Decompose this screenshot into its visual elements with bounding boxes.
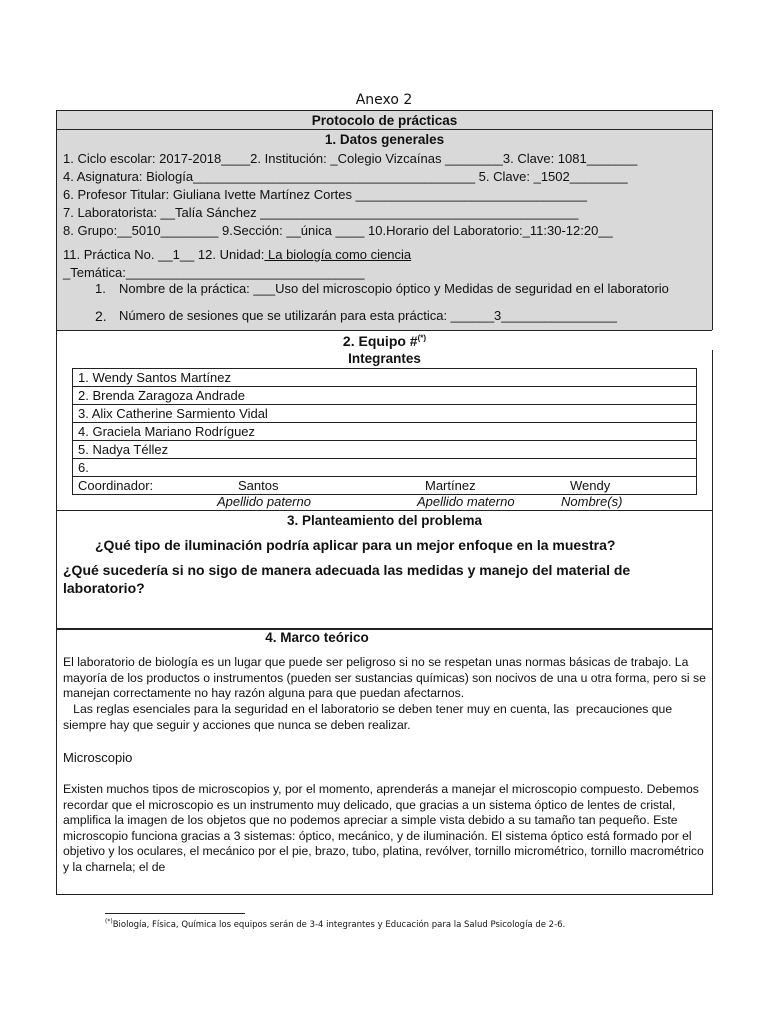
datos-line-1: 1. Ciclo escolar: 2017-2018____2. Institución: _Colegio Vizcaínas ________3. Clave: 1081_______ (63, 151, 638, 166)
footnote-mark: (*) (105, 918, 113, 925)
table-row: 5. Nadya Téllez (73, 441, 696, 459)
integrantes-heading: Integrantes (348, 351, 421, 366)
sesiones-number: 2. (95, 308, 107, 324)
datos-line-3: 6. Profesor Titular: Giuliana Ivette Martínez Cortes ________________________________ (63, 187, 587, 202)
marco-paragraph-3: Existen muchos tipos de microscopios y, por el momento, aprenderás a manejar el microscopio compuesto. Debemos recordar que el microscopio es un instrumento muy delicado, que gracias a un sistema óptico de lentes de cristal, amplifica la imagen de los objetos que no podemos apreciar a simple vista debido a su tamaño tan pequeño. Este microscopio funciona gracias a 3 sistemas: óptico, mecánico, y de iluminación. El sistema óptico está formado por el objetivo y los oculares, el mecánico por el pie, brazo, tubo, platina, revólver, tornillo micrométrico, tornillo macrométrico y la charnela; el de (63, 782, 704, 874)
footnote-ref: (*) (417, 333, 427, 343)
coordinator-nombre: Wendy (570, 478, 611, 493)
nombre-practica-number: 1. (95, 281, 106, 296)
section-datos-generales (56, 129, 713, 331)
nombre-practica: Nombre de la práctica: ___Uso del microscopio óptico y Medidas de seguridad en el laboratorio (119, 281, 669, 296)
table-row: 6. (73, 459, 696, 477)
footnote-divider (105, 913, 245, 914)
coordinator-label: Coordinador: (78, 478, 154, 493)
datos-line-2: 4. Asignatura: Biología_______________________________________ 5. Clave: _1502________ (63, 169, 628, 184)
coordinator-row (73, 477, 696, 495)
practica-unidad: 11. Práctica No. __1__ 12. Unidad: (63, 247, 265, 262)
section4-heading: 4. Marco teórico (265, 630, 369, 645)
table-row: 4. Graciela Mariano Rodríguez (73, 423, 696, 441)
datos-line-4: 7. Laboratorista: __Talía Sánchez ____________________________________________ (63, 205, 579, 220)
table-row: 2. Brenda Zaragoza Andrade (73, 387, 696, 405)
sesiones: Número de sesiones que se utilizarán para esta práctica: ______3________________ (119, 308, 617, 323)
tematica-line: _Temática:_________________________________ (63, 265, 365, 280)
datos-line-5: 8. Grupo:__5010________ 9.Sección: __única ____ 10.Horario del Laboratorio:_11:30-12:20__ (63, 223, 613, 238)
datos-line-11 (63, 246, 411, 264)
marco-paragraph-1: El laboratorio de biología es un lugar que puede ser peligroso si no se respetan unas normas básicas de trabajo. La mayoría de los productos o instrumentos (pueden ser sustancias químicas) son nocivos de una u otra forma, pero si se manejan correctamente no hay razón alguna para que puedan afectarnos. (63, 655, 706, 701)
section-planteamiento (56, 510, 713, 630)
label-apellido-paterno: Apellido paterno (217, 494, 311, 509)
section1-heading: 1. Datos generales (324, 132, 445, 147)
annex-label: Anexo 2 (355, 92, 413, 108)
table-row: 1. Wendy Santos Martínez (73, 369, 696, 387)
section2-heading: 2. Equipo #(*) (342, 333, 427, 349)
footnote (105, 918, 565, 930)
unidad-value: La biología como ciencia (264, 247, 412, 262)
section-marco-teorico (56, 628, 713, 895)
section-equipo (56, 330, 713, 512)
problem-question-2: ¿Qué sucedería si no sigo de manera adecuada las medidas y manejo del material de laboratorio? (63, 562, 631, 596)
members-table (72, 368, 697, 495)
footnote-text: Biología, Física, Química los equipos serán de 3-4 integrantes y Educación para la Salud Psicología de 2-6. (112, 919, 566, 930)
marco-paragraph-2: Las reglas esenciales para la seguridad en el laboratorio se deben tener muy en cuenta, las precauciones que siempre hay que seguir y acciones que nunca se deben realizar. (63, 702, 676, 732)
coordinator-materno: Martínez (425, 478, 476, 493)
coordinator-paterno: Santos (238, 478, 279, 493)
section3-heading: 3. Planteamiento del problema (286, 513, 483, 528)
label-nombre: Nombre(s) (561, 494, 623, 509)
microscopio-subtitle: Microscopio (63, 750, 133, 765)
problem-question-1: ¿Qué tipo de iluminación podría aplicar para un mejor enfoque en la muestra? (95, 537, 616, 553)
table-row: 3. Alix Catherine Sarmiento Vidal (73, 405, 696, 423)
page-title: Protocolo de prácticas (56, 110, 713, 130)
label-apellido-materno: Apellido materno (417, 494, 515, 509)
